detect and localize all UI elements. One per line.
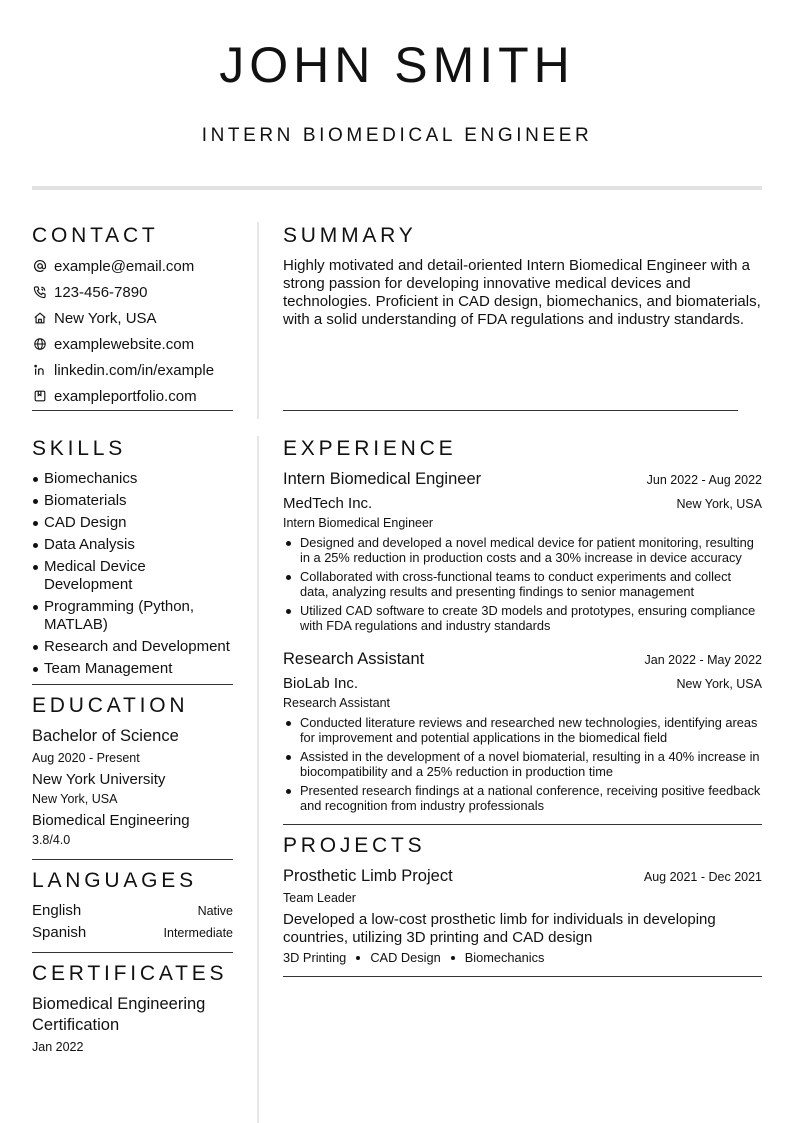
resume-name: JOHN SMITH xyxy=(219,37,575,93)
contact-phone[interactable] xyxy=(32,282,147,302)
education-section-title: EDUCATION xyxy=(32,694,189,717)
job-title: Intern Biomedical Engineer xyxy=(283,470,482,488)
skill-item: CAD Design xyxy=(32,514,237,532)
skill-item: Biomechanics xyxy=(32,470,237,488)
resume-role: INTERN BIOMEDICAL ENGINEER xyxy=(201,125,593,146)
certificates-section-title: CERTIFICATES xyxy=(32,962,228,985)
languages-divider xyxy=(32,952,233,953)
skill-item: Biomaterials xyxy=(32,492,237,510)
project-header xyxy=(283,867,762,886)
language-level: Native xyxy=(197,904,233,918)
certificate-date: Jan 2022 xyxy=(32,1040,84,1054)
skill-item: Team Management xyxy=(32,660,237,678)
project-tag: 3D Printing xyxy=(283,950,347,965)
at-icon xyxy=(32,259,47,274)
contact-divider xyxy=(32,410,233,411)
job-role: Research Assistant xyxy=(283,696,390,710)
education-degree: Bachelor of Science xyxy=(32,727,179,745)
column-divider-top xyxy=(257,222,259,419)
tag-separator xyxy=(356,956,360,960)
job-location: New York, USA xyxy=(676,677,762,691)
summary-text: Highly motivated and detail-oriented Intern Biomedical Engineer with a strong passion for developing innovative medical devices and technologies. Proficient in CAD design, biomechanics, and biomaterials, with a solid understanding of FDA regulations and industry standards. xyxy=(283,257,761,328)
job-bullet: Collaborated with cross-functional teams to conduct experiments and collect data, analyzing results and presenting findings to senior management xyxy=(283,569,763,599)
summary-section-title: SUMMARY xyxy=(283,224,417,247)
language-row xyxy=(32,924,233,941)
job-bullet: Assisted in the development of a novel biomaterial, resulting in a 40% increase in biocompatibility and a 25% reduction in production time xyxy=(283,749,763,779)
summary-divider xyxy=(283,410,738,411)
skill-item: Medical Device Development xyxy=(32,558,182,594)
experience-divider xyxy=(283,824,762,825)
projects-divider xyxy=(283,976,762,977)
contact-portfolio[interactable] xyxy=(32,386,197,406)
language-level: Intermediate xyxy=(163,926,233,940)
contact-phone-text: 123-456-7890 xyxy=(54,283,148,301)
job-bullet: Designed and developed a novel medical device for patient monitoring, resulting in a 25% reduction in production costs and a 30% increase in device accuracy xyxy=(283,535,763,565)
project-name: Prosthetic Limb Project xyxy=(283,867,453,885)
language-row xyxy=(32,902,233,919)
column-divider-bottom xyxy=(257,436,259,1123)
contact-email-text: example@email.com xyxy=(54,257,195,275)
job-role: Intern Biomedical Engineer xyxy=(283,516,434,530)
job-location: New York, USA xyxy=(676,497,762,511)
contact-location-text: New York, USA xyxy=(54,309,157,327)
contact-location xyxy=(32,308,157,328)
contact-website[interactable] xyxy=(32,334,194,354)
education-divider xyxy=(32,859,233,860)
job-bullet: Conducted literature reviews and researched new technologies, identifying areas for improvement and potential applications in the biomedical field xyxy=(283,715,763,745)
skill-item: Data Analysis xyxy=(32,536,237,554)
languages-section-title: LANGUAGES xyxy=(32,869,197,892)
phone-icon xyxy=(32,285,47,300)
language-name: Spanish xyxy=(32,924,87,941)
home-icon xyxy=(32,311,47,326)
contact-email[interactable] xyxy=(32,256,194,276)
job-title: Research Assistant xyxy=(283,650,425,668)
project-description: Developed a low-cost prosthetic limb for individuals in developing countries, utilizing 3D printing and CAD design xyxy=(283,911,716,946)
job-bullet: Utilized CAD software to create 3D models and prototypes, ensuring compliance with FDA regulations and industry standards xyxy=(283,603,763,633)
education-location: New York, USA xyxy=(32,792,118,806)
globe-icon xyxy=(32,337,47,352)
job-company: BioLab Inc. xyxy=(283,675,359,692)
tag-separator xyxy=(451,956,455,960)
job-dates: Jan 2022 - May 2022 xyxy=(644,653,762,667)
project-tag: Biomechanics xyxy=(464,950,545,965)
project-tags xyxy=(283,950,544,965)
project-role: Team Leader xyxy=(283,891,356,905)
job-bullet: Presented research findings at a national conference, receiving positive feedback and recognition from industry professionals xyxy=(283,783,763,813)
job-dates: Jun 2022 - Aug 2022 xyxy=(646,473,762,487)
education-field: Biomedical Engineering xyxy=(32,812,190,829)
certificate-name-line1: Biomedical Engineering xyxy=(32,995,206,1013)
education-school: New York University xyxy=(32,771,166,788)
contact-linkedin-text: linkedin.com/in/example xyxy=(54,361,215,379)
portfolio-icon xyxy=(32,389,47,404)
projects-section-title: PROJECTS xyxy=(283,834,426,857)
project-dates: Aug 2021 - Dec 2021 xyxy=(643,870,762,884)
certificate-name-line2: Certification xyxy=(32,1016,120,1034)
experience-section-title: EXPERIENCE xyxy=(283,437,457,460)
linkedin-icon xyxy=(32,363,47,378)
job-company-row xyxy=(283,675,762,692)
project-tag: CAD Design xyxy=(370,950,441,965)
job-company: MedTech Inc. xyxy=(283,495,373,512)
language-name: English xyxy=(32,902,82,919)
contact-website-text: examplewebsite.com xyxy=(54,335,195,353)
education-dates: Aug 2020 - Present xyxy=(32,751,140,765)
job-company-row xyxy=(283,495,762,512)
skills-section-title: SKILLS xyxy=(32,437,127,460)
skill-item: Programming (Python, MATLAB) xyxy=(32,598,212,634)
contact-portfolio-text: exampleportfolio.com xyxy=(54,387,197,405)
skill-item: Research and Development xyxy=(32,638,237,656)
job-header xyxy=(283,470,762,489)
education-gpa: 3.8/4.0 xyxy=(32,833,71,847)
contact-linkedin[interactable] xyxy=(32,360,214,380)
job-header xyxy=(283,650,762,669)
contact-section-title: CONTACT xyxy=(32,224,159,247)
header-divider xyxy=(32,186,762,190)
skills-divider xyxy=(32,684,233,685)
